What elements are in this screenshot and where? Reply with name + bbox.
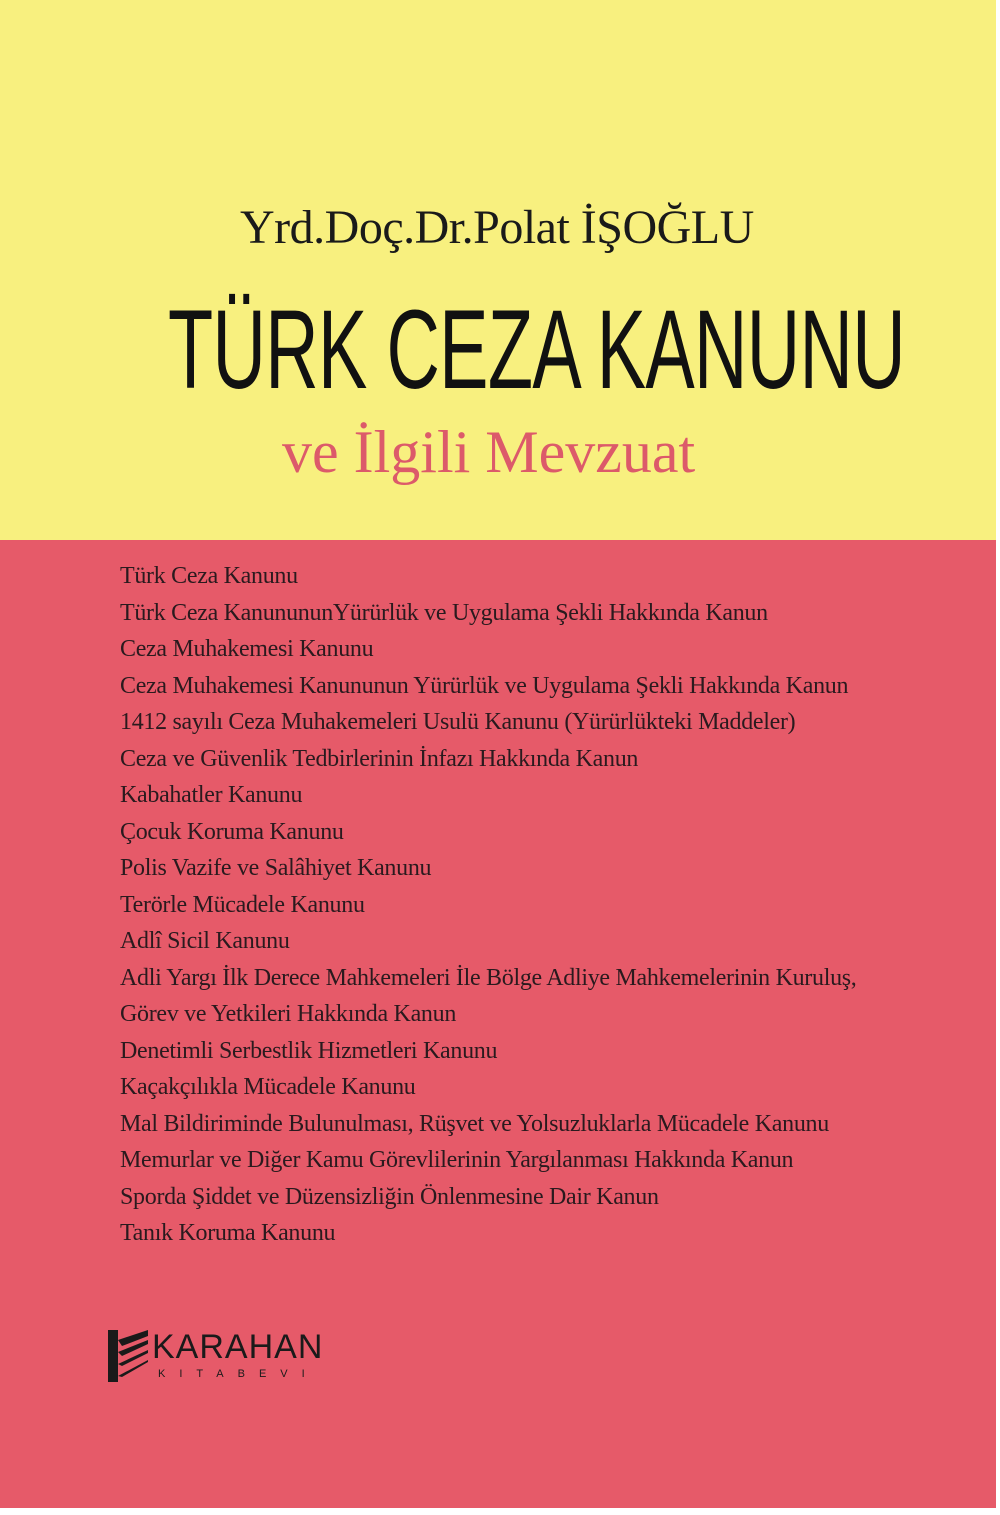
law-item: Ceza Muhakemesi Kanununun Yürürlük ve Uygulama Şekli Hakkında Kanun: [120, 672, 849, 699]
law-item: Mal Bildiriminde Bulunulması, Rüşvet ve Yolsuzluklarla Mücadele Kanunu: [120, 1110, 829, 1137]
law-item: Denetimli Serbestlik Hizmetleri Kanunu: [120, 1037, 498, 1064]
law-item: Tanık Koruma Kanunu: [120, 1220, 336, 1246]
law-item: Kabahatler Kanunu: [120, 782, 303, 808]
law-item: Türk Ceza KanunununYürürlük ve Uygulama Şekli Hakkında Kanun: [120, 599, 768, 626]
law-item: Sporda Şiddet ve Düzensizliğin Önlenmesine Dair Kanun: [120, 1183, 659, 1210]
law-item: Polis Vazife ve Salâhiyet Kanunu: [120, 855, 432, 881]
law-item: Ceza ve Güvenlik Tedbirlerinin İnfazı Hakkında Kanun: [120, 745, 639, 772]
author-name: Yrd.Doç.Dr.Polat İŞOĞLU: [240, 201, 754, 254]
book-subtitle: ve İlgili Mevzuat: [282, 419, 696, 485]
law-item: 1412 sayılı Ceza Muhakemeleri Usulü Kanunu (Yürürlükteki Maddeler): [120, 709, 796, 735]
law-item: Türk Ceza Kanunu: [120, 563, 298, 589]
publisher-subtitle: KITABEVI: [158, 1368, 319, 1380]
law-item: Memurlar ve Diğer Kamu Görevlilerinin Yargılanması Hakkında Kanun: [120, 1147, 794, 1173]
law-item: Çocuk Koruma Kanunu: [120, 818, 344, 845]
law-list: [120, 558, 940, 1252]
publisher-logo: [108, 1328, 348, 1388]
publisher-name: KARAHAN: [152, 1328, 324, 1366]
law-item: Adli Yargı İlk Derece Mahkemeleri İle Bölge Adliye Mahkemelerinin Kuruluş,: [120, 964, 857, 991]
law-item: Ceza Muhakemesi Kanunu: [120, 636, 374, 662]
law-item: Kaçakçılıkla Mücadele Kanunu: [120, 1074, 416, 1100]
law-item: Terörle Mücadele Kanunu: [120, 891, 365, 918]
karahan-logo-icon: [108, 1330, 154, 1382]
book-title: TÜRK CEZA KANUNU: [168, 287, 905, 412]
law-item: Görev ve Yetkileri Hakkında Kanun: [120, 1001, 457, 1027]
law-item: Adlî Sicil Kanunu: [120, 928, 290, 954]
